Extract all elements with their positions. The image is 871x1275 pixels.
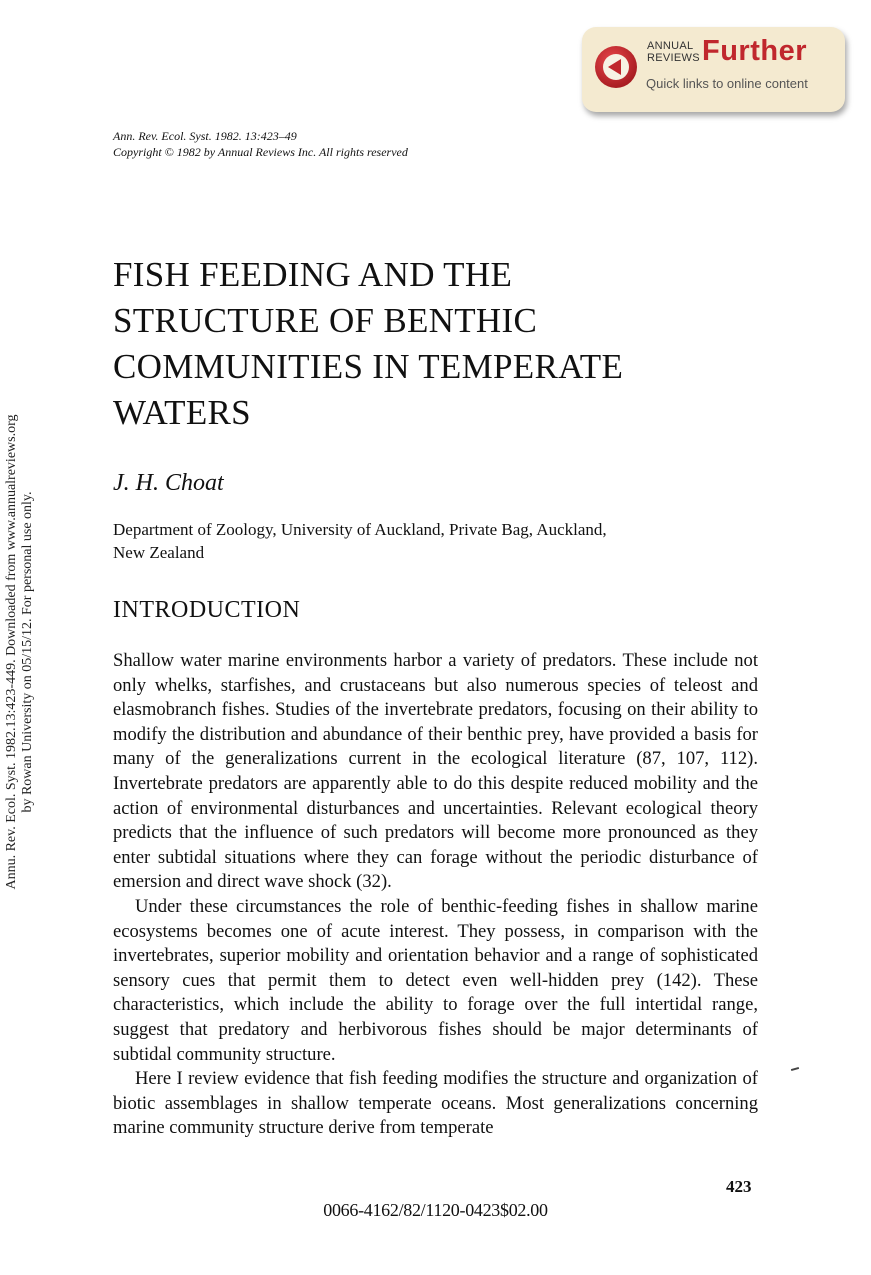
title-line: COMMUNITIES IN TEMPERATE [113, 347, 624, 386]
copyright-line: Copyright © 1982 by Annual Reviews Inc. All rights reserved [113, 145, 408, 159]
download-notice-line: by Rowan University on 05/15/12. For personal use only. [20, 491, 35, 813]
paragraph: Here I review evidence that fish feeding modifies the structure and organization of biotic assemblages in shallow temperate oceans. Most generalizations concerning marine community structure derive from temperate [113, 1068, 758, 1139]
section-heading: INTRODUCTION [113, 597, 301, 623]
title-line: WATERS [113, 393, 251, 432]
title-line: FISH FEEDING AND THE [113, 255, 513, 294]
download-notice [4, 332, 36, 972]
title-line: STRUCTURE OF BENTHIC [113, 301, 538, 340]
price-code: 0066-4162/82/1120-0423$02.00 [323, 1200, 548, 1220]
citation-line: Ann. Rev. Ecol. Syst. 1982. 13:423–49 [113, 129, 297, 143]
left-arrow-circle-icon [594, 45, 638, 89]
annual-label: ANNUAL [647, 40, 694, 52]
paragraph: Shallow water marine environments harbor a variety of predators. These include not only whelks, starfishes, and crustaceans but also numerous species of teleost and elasmobranch fishes. Studies of the invertebrate predators, focusing on their ability to modify the distribution and abundance of their benthic prey, have provided a basis for many of the generalizations current in the ecological literature (87, 107, 112). Invertebrate predators are apparently able to do this despite reduced mobility and the action of environmental disturbances and uncertainties. Relevant ecological theory predicts that the influence of such predators will become more pronounced as they enter subtidal situations where they can forage without the periodic disturbance of emersion and direct wave shock (32). [113, 650, 758, 893]
author-affiliation [113, 518, 733, 564]
paragraph: Under these circumstances the role of benthic-feeding fishes in shallow marine ecosystems becomes one of acute interest. They possess, in comparison with the invertebrates, superior mobility and orientation behavior and a range of sophisticated sensory cues that permit them to detect even well-hidden prey (142). These characteristics, which include the ability to forage over the full intertidal range, suggest that predatory and herbivorous fishes should be major determinants of subtidal community structure. [113, 895, 758, 1065]
journal-citation [113, 128, 408, 160]
annual-reviews-further-badge[interactable] [582, 27, 845, 112]
author-name: J. H. Choat [113, 470, 224, 496]
affiliation-line: Department of Zoology, University of Auckland, Private Bag, Auckland, [113, 520, 607, 539]
article-body [113, 649, 758, 1141]
annual-reviews-wordmark [647, 40, 700, 64]
article-title [113, 252, 623, 436]
further-subtitle: Quick links to online content [646, 76, 808, 91]
affiliation-line: New Zealand [113, 543, 205, 562]
reviews-label: REVIEWS [647, 52, 700, 64]
download-notice-line: Annu. Rev. Ecol. Syst. 1982.13:423-449. Downloaded from www.annualreviews.org [4, 414, 19, 890]
scan-speck [791, 1067, 799, 1071]
further-label: Further [702, 35, 807, 67]
page-number: 423 [726, 1177, 752, 1196]
